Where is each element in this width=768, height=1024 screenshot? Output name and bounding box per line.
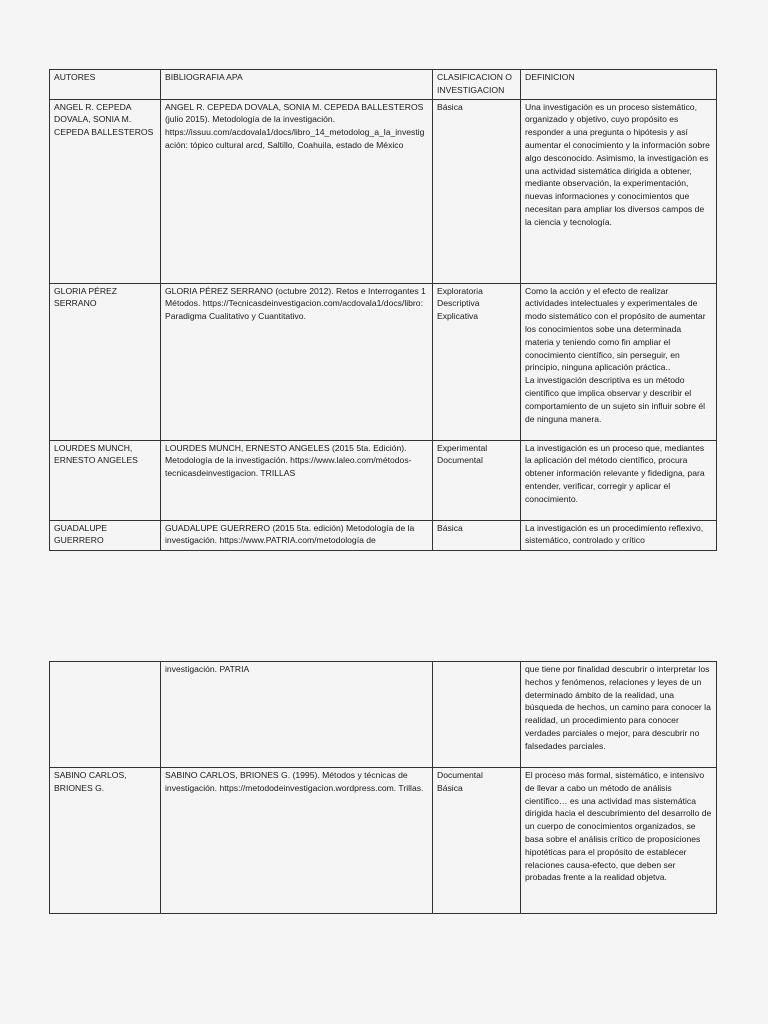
- table-row: [50, 440, 717, 520]
- table-row: [50, 520, 717, 550]
- cell-definicion: Como la acción y el efecto de realizar actividades intelectuales y experimentales de modo sistemático con el propósito de aumentar los conocimientos sobe una determinada materia y teniendo como fin ampliar el conocimiento científico, sin perseguir, en principio, ninguna aplicación práctica.. La investigación descriptiva es un método científico que implica observar y describir el comportamiento de un sujeto sin influir sobre él de ninguna manera.: [521, 283, 717, 440]
- cell-definicion: Una investigación es un proceso sistemático, organizado y objetivo, cuyo propósito es responder a una pregunta o hipótesis y así aumentar el conocimiento y la información sobre algo desconocido. Asimismo, la investigación es una actividad sistemática dirigida a obtener, mediante observación, la experimentación, nuevas informaciones y conocimientos que necesitan para ampliar los diversos campos de la ciencia y tecnología.: [521, 99, 717, 283]
- cell-autores: [50, 662, 161, 768]
- cell-autores: LOURDES MUNCH, ERNESTO ANGELES: [50, 440, 161, 520]
- cell-clasificacion: Básica: [433, 520, 521, 550]
- table-row: [50, 662, 717, 768]
- cell-definicion: La investigación es un procedimiento reflexivo, sistemático, controlado y crítico: [521, 520, 717, 550]
- cell-bibliografia: investigación. PATRIA: [161, 662, 433, 768]
- cell-bibliografia: GUADALUPE GUERRERO (2015 5ta. edición) Metodología de la investigación. https://www.PATRIA.com/metodología de: [161, 520, 433, 550]
- table-row: [50, 283, 717, 440]
- cell-clasificacion: Exploratoria Descriptiva Explicativa: [433, 283, 521, 440]
- cell-autores: SABINO CARLOS, BRIONES G.: [50, 768, 161, 914]
- cell-bibliografia: SABINO CARLOS, BRIONES G. (1995). Métodos y técnicas de investigación. https://metododeinvestigacion.wordpress.com. Trillas.: [161, 768, 433, 914]
- table-header-row: [50, 70, 717, 100]
- cell-autores: GLORIA PÉREZ SERRANO: [50, 283, 161, 440]
- cell-autores: GUADALUPE GUERRERO: [50, 520, 161, 550]
- cell-clasificacion: Básica: [433, 99, 521, 283]
- cell-clasificacion: [433, 662, 521, 768]
- cell-clasificacion: Documental Básica: [433, 768, 521, 914]
- header-autores: AUTORES: [50, 70, 161, 100]
- table-row: [50, 768, 717, 914]
- header-bibliografia: BIBLIOGRAFIA APA: [161, 70, 433, 100]
- cell-definicion: que tiene por finalidad descubrir o interpretar los hechos y fenómenos, relaciones y leyes de un determinado ámbito de la realidad, una búsqueda de hechos, un camino para conocer la realidad, un procedimiento para conocer verdades parciales o mejor, para descubrir no falsedades parciales.: [521, 662, 717, 768]
- cell-autores: ANGEL R. CEPEDA DOVALA, SONIA M. CEPEDA BALLESTEROS: [50, 99, 161, 283]
- cell-definicion: El proceso más formal, sistemático, e intensivo de llevar a cabo un método de análisis científico… es una actividad mas sistemática dirigida hacia el descubrimiento del desarrollo de un cuerpo de conocimientos organizados, se basa sobre el análisis crítico de proposiciones hipotéticas para el propósito de establecer relaciones causa-efecto, que deben ser probadas frente a la realidad objetva.: [521, 768, 717, 914]
- cell-bibliografia: GLORIA PÉREZ SERRANO (octubre 2012). Retos e Interrogantes 1 Métodos. https://Tecnicasdeinvestigacion.com/acdovala1/docs/libro: Paradigma Cualitativo y Cuantitativo.: [161, 283, 433, 440]
- cell-clasificacion: Experimental Documental: [433, 440, 521, 520]
- cell-definicion: La investigación es un proceso que, mediantes la aplicación del método científico, procura obtener información relevante y fidedigna, para entender, verificar, corregir y aplicar el conocimiento.: [521, 440, 717, 520]
- table-row: [50, 99, 717, 283]
- cell-bibliografia: LOURDES MUNCH, ERNESTO ANGELES (2015 5ta. Edición). Metodología de la investigación. https://www.laleo.com/métodos-tecnicasdeinvestigacion. TRILLAS: [161, 440, 433, 520]
- cell-bibliografia: ANGEL R. CEPEDA DOVALA, SONIA M. CEPEDA BALLESTEROS (julio 2015). Metodología de la investigación. https://issuu.com/acdovala1/docs/libro_14_metodolog_a_la_investigación: tópico cultural arcd, Saltillo, Coahuila, estado de México: [161, 99, 433, 283]
- research-table-top: [49, 69, 717, 551]
- header-definicion: DEFINICION: [521, 70, 717, 100]
- research-table-bottom: [49, 661, 717, 914]
- header-clasificacion: CLASIFICACION O INVESTIGACION: [433, 70, 521, 100]
